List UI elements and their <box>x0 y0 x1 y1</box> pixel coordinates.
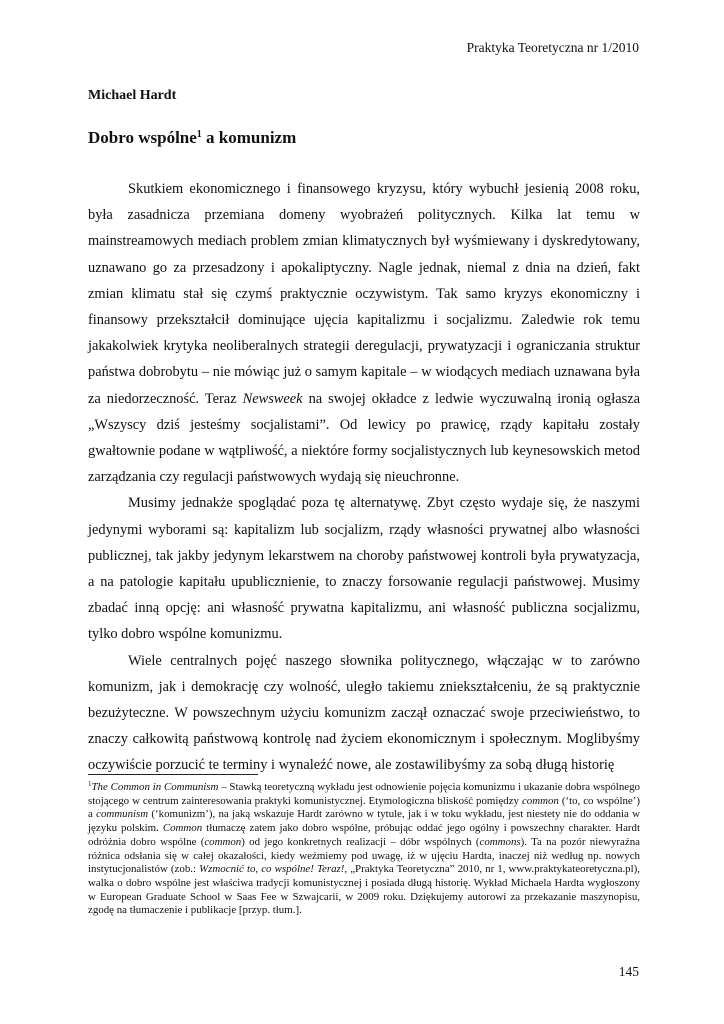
footnote <box>88 781 640 918</box>
text-run: Musimy jednakże spoglądać poza tę alternatywę. Zbyt często wydaje się, że naszymi jedynymi wyborami są: kapitalizm lub socjalizm, rządy własności prywatnej albo własności publicznej, tak jakby jedynym lekarstwem na choroby państwowej kontroli była prywatyzacja, a na patologie kapitału upublicznienie, to znaczy forsowanie regulacji państwowej. Musimy zbadać inną opcję: ani własność prywatna kapitalizmu, ani własność publiczna socjalizmu, tylko dobro wspólne komunizmu. <box>88 495 640 643</box>
italic-text: common <box>521 794 559 807</box>
italic-text: Newsweek <box>242 390 303 407</box>
author-name: Michael Hardt <box>88 88 177 103</box>
text-run: (‘to, co wspólne’) a <box>88 794 640 821</box>
footnote-divider <box>88 774 258 775</box>
journal-header: Praktyka Teoretyczna nr 1/2010 <box>466 40 639 55</box>
footnote-number: 1 <box>88 780 92 788</box>
italic-text: communism <box>96 808 149 821</box>
paragraph <box>88 490 640 647</box>
text-run: na swojej okładce z ledwie wyczuwalną ironią ogłasza „Wszyscy dziś jesteśmy socjalistami”. Od lewicy po prawicę, rządy kapitału zostały gwałtownie podane w wątpliwość, a niektóre formy socjalistycznych lub keynesowskich metod zarządzania czy regulacji państwowych wydają się nieuchronne. <box>88 390 640 486</box>
paragraph <box>88 648 640 779</box>
italic-text: The Common in Communism <box>91 781 219 793</box>
italic-text: commons <box>479 835 521 848</box>
article-title <box>88 128 296 148</box>
text-run: Skutkiem ekonomicznego i finansowego kryzysu, który wybuchł jesienią 2008 roku, była zasadnicza przemiana domeny wyobrażeń politycznych. Kilka lat temu w mainstreamowych mediach problem zmian klimatycznych był wyśmiewany i dyskredytowany, uznawano go za przesadzony i apokaliptyczny. Nagle jednak, niemal z dnia na dzień, fakt zmian klimatu stał się czymś praktycznie oczywistym. Tak samo kryzys ekonomiczny i finansowy przekształcił dominujące ujęcia kapitalizmu i socjalizmu. Zaledwie rok temu jakakolwiek krytyka neoliberalnych strategii deregulacji, prywatyzacji i ograniczania struktur państwa dobrobytu – nie mówiąc już o samym kapitale – w wiodących mediach uznawana była za niedorzeczność. Teraz <box>88 181 640 407</box>
title-main: Dobro wspólne <box>88 128 197 147</box>
title-rest: a komunizm <box>201 128 297 147</box>
page-number: 145 <box>618 964 639 979</box>
text-run: tłumaczę zatem jako dobro wspólne, próbując oddać jego ogólny i powszechny charakter. Hardt odróżnia dobro wspólne ( <box>88 822 640 848</box>
text-run: ) od jego konkretnych realizacji – dóbr wspólnych ( <box>241 835 480 848</box>
text-run: , „Praktyka Teoretyczna” 2010, nr 1, www.praktykateoretyczna.pl), walka o dobro wspólne jest właściwa tradycji komunistycznej i posiada długą historię. Wykład Michaela Hardta wygłoszony w European Graduate School w Saas Fee w Szwajcarii, w 2009 roku. Dziękujemy autorowi za przekazanie maszynopisu, zgodę na tłumaczenie i publikacje [przyp. tłum.]. <box>88 863 640 917</box>
text-run: (‘komunizm’), na jaką wskazuje Hardt zarówno w tytule, jak i w toku wykładu, jest niestety nie do oddania w języku polskim. <box>88 808 640 835</box>
italic-text: Wzmocnić to, co wspólne! Teraz! <box>199 863 345 876</box>
text-run: Wiele centralnych pojęć naszego słownika politycznego, włączając w to zarówno komunizm, jak i demokrację czy wolność, uległo takiemu zniekształceniu, że są praktycznie bezużyteczne. W powszechnym użyciu komunizm zaczął oznaczać swoje przeciwieństwo, to znaczy całkowitą państwową kontrolę nad życiem ekonomicznym i społecznym. Moglibyśmy oczywiście porzucić te terminy i wynaleźć nowe, ale zostawilibyśmy za sobą długą historię <box>88 652 640 774</box>
footnote-mark: 1 <box>196 129 202 140</box>
italic-text: Common <box>162 822 203 835</box>
text-run: – Stawką teoretyczną wykładu jest odnowienie pojęcia komunizmu i ukazanie dobra wspólnego stojącego w centrum zainteresowania praktyki komunistycznej. Etymologiczna bliskość pomiędzy <box>88 781 641 807</box>
text-run: ). Ta na pozór niewyraźna różnica odsłania się w całej okazałości, kiedy weźmiemy pod uwagę, iż w ujęciu Hardta, inaczej niż według np. nowych instytucjonalistów (zob.: <box>88 835 640 876</box>
paragraph <box>88 176 640 490</box>
italic-text: common <box>204 835 242 848</box>
article-body <box>88 176 640 779</box>
